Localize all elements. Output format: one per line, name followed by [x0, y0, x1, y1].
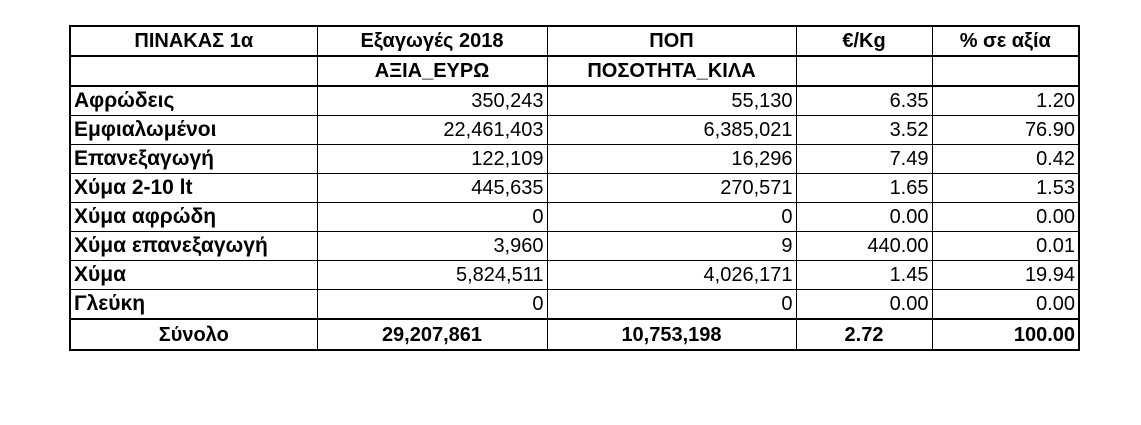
row-pct-value: 19.94	[932, 261, 1079, 290]
table-row	[70, 232, 1079, 261]
row-eur-per-kg: 6.35	[796, 86, 932, 116]
row-pct-value: 76.90	[932, 116, 1079, 145]
row-quantity-kg: 4,026,171	[547, 261, 796, 290]
row-label: Αφρώδεις	[70, 86, 317, 116]
row-label: Χύμα	[70, 261, 317, 290]
subheader-value-eur: ΑΞΙΑ_ΕΥΡΩ	[317, 56, 547, 86]
row-quantity-kg: 6,385,021	[547, 116, 796, 145]
row-value-eur: 0	[317, 203, 547, 232]
total-label: Σύνολο	[70, 319, 317, 350]
row-quantity-kg: 0	[547, 203, 796, 232]
row-quantity-kg: 0	[547, 290, 796, 320]
row-pct-value: 0.00	[932, 290, 1079, 320]
row-pct-value: 1.53	[932, 174, 1079, 203]
row-quantity-kg: 270,571	[547, 174, 796, 203]
header-exports-year: Εξαγωγές 2018	[317, 26, 547, 56]
header-row	[70, 26, 1079, 56]
header-eur-per-kg: €/Kg	[796, 26, 932, 56]
row-pct-value: 0.42	[932, 145, 1079, 174]
row-label: Χύμα 2-10 lt	[70, 174, 317, 203]
subheader-empty-1	[70, 56, 317, 86]
row-eur-per-kg: 0.00	[796, 290, 932, 320]
exports-table	[69, 25, 1080, 351]
row-pct-value: 0.01	[932, 232, 1079, 261]
table-row	[70, 290, 1079, 320]
table-row	[70, 145, 1079, 174]
header-pop: ΠΟΠ	[547, 26, 796, 56]
row-value-eur: 3,960	[317, 232, 547, 261]
table-row	[70, 86, 1079, 116]
row-eur-per-kg: 1.65	[796, 174, 932, 203]
row-eur-per-kg: 440.00	[796, 232, 932, 261]
header-pct-value: % σε αξία	[932, 26, 1079, 56]
table-row	[70, 116, 1079, 145]
total-value-eur: 29,207,861	[317, 319, 547, 350]
total-pct-value: 100.00	[932, 319, 1079, 350]
header-table-title: ΠΙΝΑΚΑΣ 1α	[70, 26, 317, 56]
row-value-eur: 122,109	[317, 145, 547, 174]
row-eur-per-kg: 7.49	[796, 145, 932, 174]
row-value-eur: 445,635	[317, 174, 547, 203]
row-value-eur: 22,461,403	[317, 116, 547, 145]
row-quantity-kg: 16,296	[547, 145, 796, 174]
row-value-eur: 0	[317, 290, 547, 320]
subheader-row	[70, 56, 1079, 86]
row-label: Εμφιαλωμένοι	[70, 116, 317, 145]
subheader-empty-4	[796, 56, 932, 86]
row-eur-per-kg: 1.45	[796, 261, 932, 290]
row-label: Γλεύκη	[70, 290, 317, 320]
row-eur-per-kg: 3.52	[796, 116, 932, 145]
table-row	[70, 261, 1079, 290]
row-value-eur: 5,824,511	[317, 261, 547, 290]
table-row	[70, 203, 1079, 232]
subheader-empty-5	[932, 56, 1079, 86]
row-eur-per-kg: 0.00	[796, 203, 932, 232]
row-quantity-kg: 9	[547, 232, 796, 261]
subheader-quantity-kg: ΠΟΣΟΤΗΤΑ_ΚΙΛΑ	[547, 56, 796, 86]
row-label: Επανεξαγωγή	[70, 145, 317, 174]
table-row	[70, 174, 1079, 203]
row-label: Χύμα αφρώδη	[70, 203, 317, 232]
row-pct-value: 1.20	[932, 86, 1079, 116]
total-row	[70, 319, 1079, 350]
row-quantity-kg: 55,130	[547, 86, 796, 116]
row-pct-value: 0.00	[932, 203, 1079, 232]
total-eur-per-kg: 2.72	[796, 319, 932, 350]
row-value-eur: 350,243	[317, 86, 547, 116]
total-quantity-kg: 10,753,198	[547, 319, 796, 350]
row-label: Χύμα επανεξαγωγή	[70, 232, 317, 261]
